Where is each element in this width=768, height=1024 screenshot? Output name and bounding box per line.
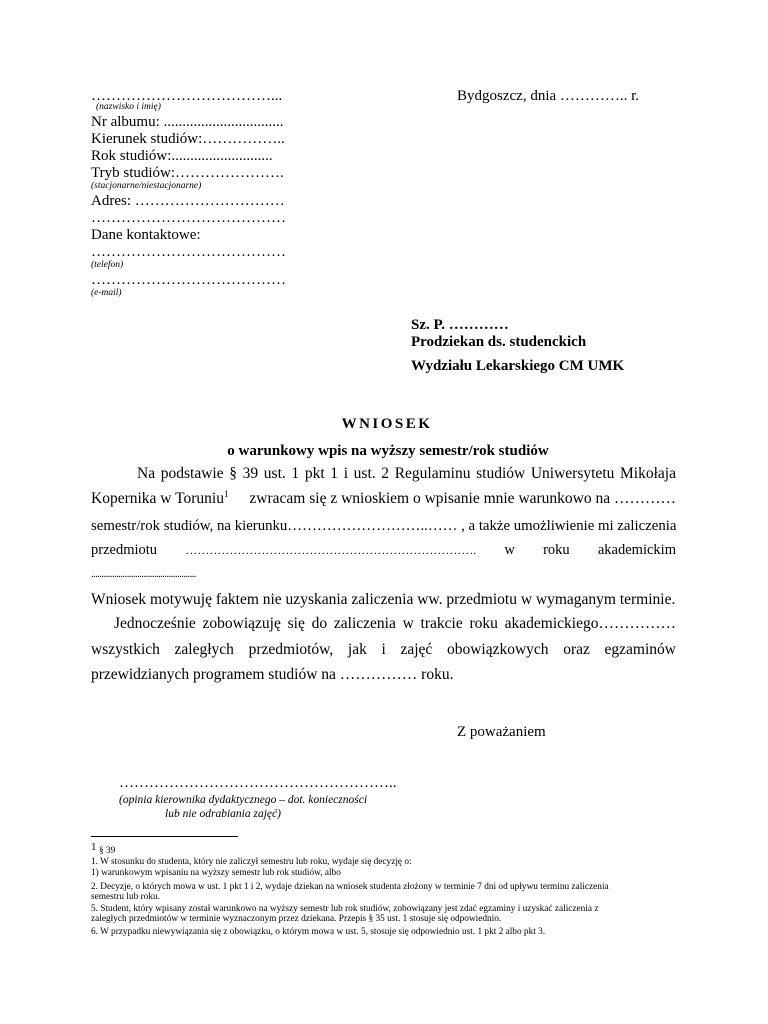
footnote-line-2: 1) warunkowym wpisaniu na wyższy semestr lub rok studiów, albo <box>91 868 341 878</box>
body-p1-line-2-a: Kopernika w Toruniu <box>91 490 224 507</box>
tryb-field: Tryb studiów:…………………. <box>91 165 284 181</box>
adres-field: Adres: ………………………… <box>91 193 285 209</box>
place-date: Bydgoszcz, dnia ………….. r. <box>457 88 640 104</box>
kierunek-field: Kierunek studiów:…………….. <box>91 131 285 147</box>
footnote-line-6: zaległych przedmiotów w terminie wyznaczonym przez dziekana. Przepis § 35 ust. 1 stosuje się odpowiednio. <box>91 914 502 924</box>
footnote-ref: 1 <box>223 488 229 499</box>
email-line: ………………………………… <box>91 272 286 288</box>
footnote-mark <box>91 841 97 853</box>
przedmiot-dots: ………………………………………………………………. <box>185 543 477 557</box>
tryb-hint: (stacjonarne/niestacjonarne) <box>91 181 202 191</box>
footnote-paragraph: § 39 <box>99 846 116 856</box>
body-p3-line-2: wszystkich zaległych przedmiotów, jak i zajęć obowiązkowych oraz egzaminów <box>91 641 676 658</box>
footnote-line-7: 6. W przypadku niewywiązania się z obowiązku, o którym mowa w ust. 5, stosuje się odpowiednio ust. 1 pkt 2 albo pkt 3. <box>91 927 546 937</box>
roku-word: roku <box>543 542 570 558</box>
akademickim-word: akademickim <box>597 542 676 558</box>
phone-hint: (telefon) <box>91 260 124 270</box>
addressee-line-1: Sz. P. ………… <box>411 317 509 333</box>
body-p3-line-1: Jednocześnie zobowiązuję się do zaliczenia w trakcie roku akademickiego…………… <box>114 615 676 632</box>
kontakt-label: Dane kontaktowe: <box>91 227 201 243</box>
opinion-hint-2: lub nie odrabiania zajęć) <box>165 808 281 820</box>
body-p1-line-1: Na podstawie § 39 ust. 1 pkt 1 i ust. 2 Regulaminu studiów Uniwersytetu Mikołaja <box>137 465 676 482</box>
adres-line-2: ………………………………… <box>91 210 286 226</box>
footnote-separator <box>91 836 238 837</box>
addressee-line-3: Wydziału Lekarskiego CM UMK <box>411 358 625 374</box>
album-field: Nr albumu: ................................ <box>91 114 284 130</box>
name-hint: (nazwisko i imię) <box>96 102 161 112</box>
footnote-line-3: 2. Decyzje, o których mowa w ust. 1 pkt 1 i 2, wydaje dziekan na wniosek studenta złożony w terminie 7 dni od upływu terminu zaliczenia <box>91 882 609 892</box>
w-word: w <box>504 542 515 558</box>
name-line: ………………………………... <box>91 88 283 104</box>
footnote-line-1: 1. W stosunku do studenta, który nie zaliczył semestru lub roku, wydaje się decyzję o: <box>91 857 412 867</box>
academic-year-dots: .................................................. <box>91 569 197 580</box>
body-p1-line-3: semestr/rok studiów, na kierunku………………………..…… , a także umożliwienie mi zaliczenia <box>91 518 677 534</box>
closing: Z poważaniem <box>457 724 546 740</box>
email-hint: (e-mail) <box>91 288 122 298</box>
body-p1-line-2-start <box>91 490 228 508</box>
opinion-line: ……………………………………………….. <box>119 775 397 791</box>
body-p2: Wniosek motywuję faktem nie uzyskania zaliczenia ww. przedmiotu w wymaganym terminie. <box>91 591 676 608</box>
footnote-line-5: 5. Student, który wpisany został warunkowo na wyższy semestr lub rok studiów, zobowiązany jest zdać egzaminy i uzyskać zaliczenia z <box>91 904 599 914</box>
document-title: WNIOSEK <box>341 416 433 432</box>
opinion-hint-1: (opinia kierownika dydaktycznego – dot. konieczności <box>119 794 368 806</box>
body-p1-line-4 <box>91 541 676 559</box>
rok-field: Rok studiów:........................... <box>91 148 273 164</box>
body-p1-line-2-b: zwracam się z wnioskiem o wpisanie mnie warunkowo na ………… <box>249 490 676 507</box>
footnote-number: 1 <box>91 841 97 853</box>
phone-line: ………………………………… <box>91 244 286 260</box>
body-p3-line-3: przewidzianych programem studiów na …………… roku. <box>91 666 454 683</box>
footnote-line-4: semestru lub roku. <box>91 892 160 902</box>
document-subtitle: o warunkowy wpis na wyższy semestr/rok studiów <box>227 443 549 459</box>
addressee-line-2: Prodziekan ds. studenckich <box>411 334 587 350</box>
przedmiotu-word: przedmiotu <box>91 542 158 558</box>
body-p1-line-2 <box>91 490 676 508</box>
